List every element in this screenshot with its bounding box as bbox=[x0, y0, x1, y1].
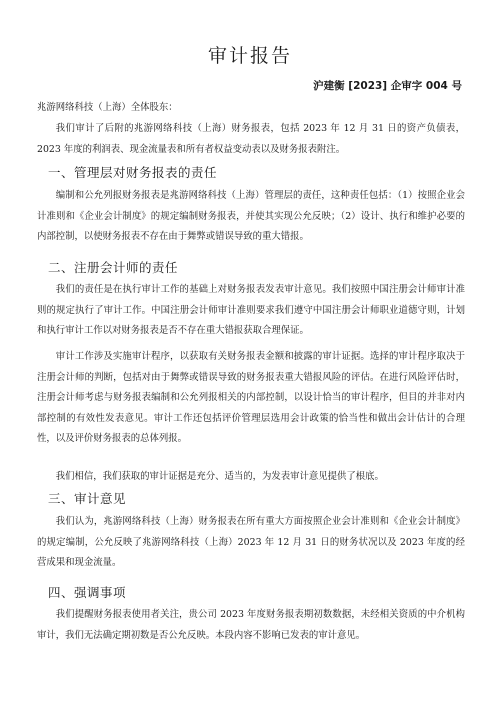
section-heading-opinion: 三、审计意见 bbox=[48, 491, 127, 506]
addressee: 兆游网络科技（上海）全体股东： bbox=[37, 102, 178, 113]
page-title: 审计报告 bbox=[207, 45, 292, 67]
section-paragraph: 审计工作涉及实施审计程序，以获取有关财务报表金额和披露的审计证据。选择的审计程序取决于注册会计师的判断，包括对由于舞弊或错误导致的财务报表重大错报风险的评估。在进行风险评估时，注册会计师考虑与财务报表编制和公允列报相关的内部控制，以设计恰当的审计程序，但目的并非对内部控制的有效性发表意见。审计工作还包括评价管理层选用会计政策的恰当性和做出会计估计的合理性，以及评价财务报表的总体列报。 bbox=[37, 351, 465, 444]
section-paragraph: 我们提醒财务报表使用者关注，贵公司 2023 年度财务报表期初数数据，未经相关资质的中介机构审计，我们无法确定期初数是否公允反映。本段内容不影响已发表的审计意见。 bbox=[37, 609, 465, 641]
intro-paragraph: 我们审计了后附的兆游网络科技（上海）财务报表，包括 2023 年 12 月 31 日的资产负债表，2023 年度的利润表、现金流量表和所有者权益变动表以及财务报表附注。 bbox=[37, 123, 465, 155]
document-number: 沪建衡 [2023] 企审字 004 号 bbox=[313, 80, 462, 92]
section-heading-auditor: 二、注册会计师的责任 bbox=[48, 260, 179, 275]
section-paragraph: 我们相信，我们获取的审计证据是充分、适当的，为发表审计意见提供了根底。 bbox=[55, 471, 384, 482]
section-heading-management: 一、管理层对财务报表的责任 bbox=[48, 165, 218, 180]
section-heading-emphasis: 四、强调事项 bbox=[48, 585, 127, 600]
section-paragraph: 我们的责任是在执行审计工作的基础上对财务报表发表审计意见。我们按照中国注册会计师审计准则的规定执行了审计工作。中国注册会计师审计准则要求我们遵守中国注册会计师职业道德守则，计划和执行审计工作以对财务报表是否不存在重大错报获取合理保证。 bbox=[37, 284, 465, 336]
section-paragraph: 编制和公允列报财务报表是兆游网络科技（上海）管理层的责任，这种责任包括：（1）按照企业会计准则和《企业会计制度》的规定编制财务报表，并使其实现公允反映；（2）设计、执行和维护必要的内部控制，以使财务报表不存在由于舞弊或错误导致的重大错报。 bbox=[37, 190, 465, 242]
section-paragraph: 我们认为，兆游网络科技（上海）财务报表在所有重大方面按照企业会计准则和《企业会计制度》的规定编制，公允反映了兆游网络科技（上海）2023 年 12 月 31 日的财务状况以及 2023 年度的经营成果和现金流量。 bbox=[37, 516, 465, 568]
